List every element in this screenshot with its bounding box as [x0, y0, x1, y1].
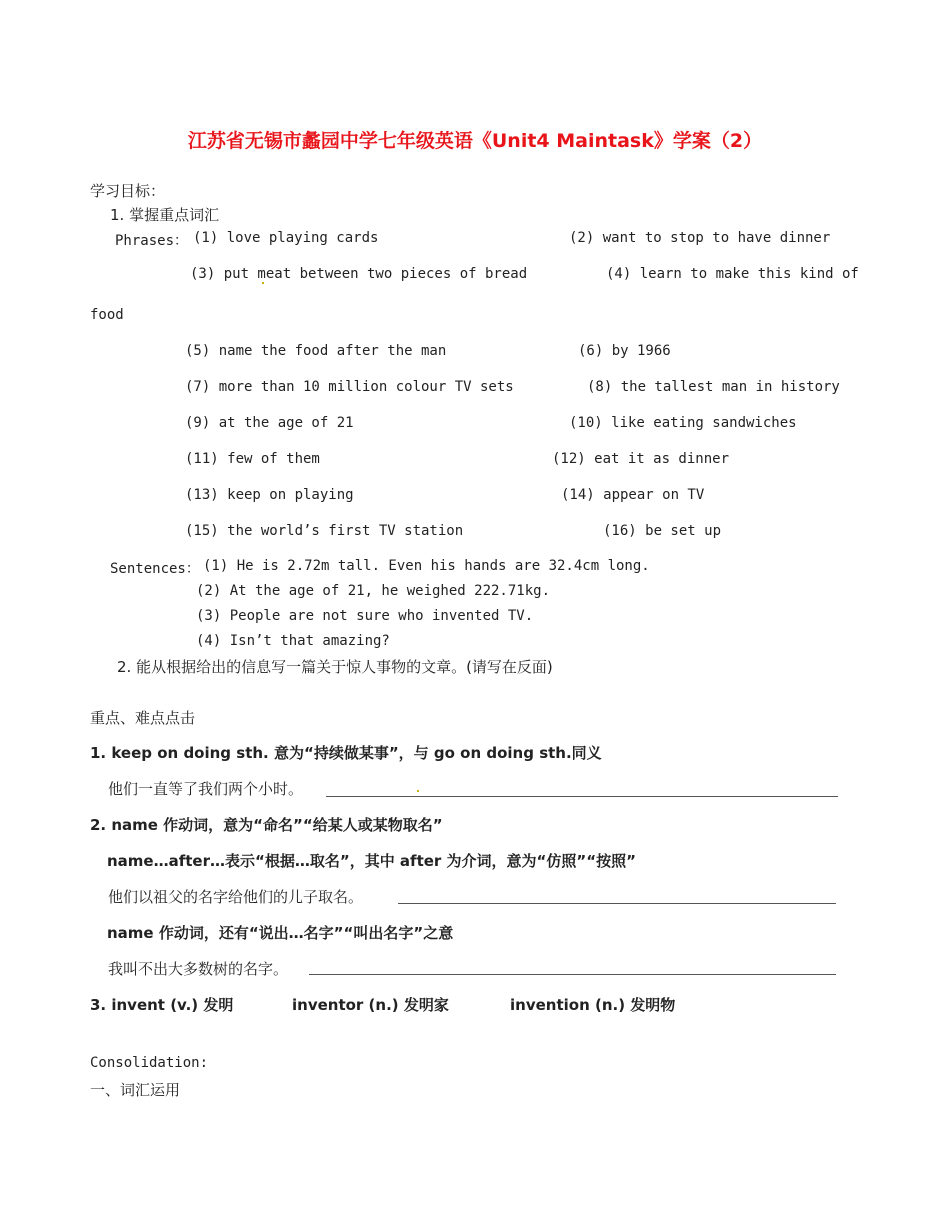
key-points-heading: 重点、难点点击 — [90, 709, 196, 727]
phrase-item: (6) by 1966 — [578, 343, 671, 359]
key-point-3-invent: 3. invent (v.) 发明 — [90, 996, 234, 1014]
document-title: 江苏省无锡市蠡园中学七年级英语《Unit4 Maintask》学案（2） — [187, 130, 763, 152]
vocabulary-section-heading: 一、词汇运用 — [90, 1081, 181, 1099]
exercise-3-answer-line[interactable] — [309, 974, 836, 975]
phrase-item: (1) love playing cards — [193, 230, 379, 246]
phrase-item: (3) put meat between two pieces of bread — [190, 266, 528, 282]
phrase-item: (4) learn to make this kind of — [606, 266, 859, 282]
phrases-label: Phrases： — [115, 233, 189, 249]
goal-2: 2. 能从根据给出的信息写一篇关于惊人事物的文章。(请写在反面) — [117, 658, 553, 676]
key-point-3-invention: invention (n.) 发明物 — [510, 996, 676, 1014]
phrase-item: (9) at the age of 21 — [185, 415, 354, 431]
sentence-item: (2) At the age of 21, he weighed 222.71kg. — [196, 583, 551, 599]
sentence-item: (4) Isn’t that amazing? — [196, 633, 390, 649]
goal-1: 1. 掌握重点词汇 — [110, 206, 220, 224]
key-point-2-note-2: name 作动词，还有“说出…名字”“叫出名字”之意 — [107, 924, 454, 942]
exercise-3-prompt: 我叫不出大多数树的名字。 — [108, 960, 289, 978]
stray-mark — [262, 282, 264, 284]
phrase-item: (15) the world’s first TV station — [185, 523, 464, 539]
key-point-2-note: name…after…表示“根据…取名”，其中 after 为介词，意为“仿照”“按照” — [107, 852, 636, 870]
key-point-3-inventor: inventor (n.) 发明家 — [292, 996, 449, 1014]
exercise-1-answer-line[interactable] — [326, 796, 838, 797]
key-point-2: 2. name 作动词，意为“命名”“给某人或某物取名” — [90, 816, 443, 834]
sentence-item: (1) He is 2.72m tall. Even his hands are 32.4cm long. — [203, 558, 650, 574]
exercise-2-prompt: 他们以祖父的名字给他们的儿子取名。 — [108, 888, 364, 906]
phrase-item: (10) like eating sandwiches — [569, 415, 797, 431]
phrase-item: (14) appear on TV — [561, 487, 705, 503]
exercise-1-prompt: 他们一直等了我们两个小时。 — [108, 780, 304, 798]
phrase-item: (8) the tallest man in history — [587, 379, 840, 395]
phrase-item: (5) name the food after the man — [185, 343, 447, 359]
phrase-item: (16) be set up — [603, 523, 722, 539]
phrase-item: (2) want to stop to have dinner — [569, 230, 831, 246]
objectives-heading: 学习目标： — [90, 182, 166, 200]
phrase-item: (13) keep on playing — [185, 487, 354, 503]
phrase-item: (11) few of them — [185, 451, 320, 467]
phrase-item: (7) more than 10 million colour TV sets — [185, 379, 514, 395]
key-point-1: 1. keep on doing sth. 意为“持续做某事”，与 go on doing sth.同义 — [90, 744, 602, 762]
sentence-item: (3) People are not sure who invented TV. — [196, 608, 534, 624]
stray-mark — [417, 790, 419, 792]
phrase-item: food — [90, 307, 124, 323]
phrase-item: (12) eat it as dinner — [552, 451, 730, 467]
sentences-label: Sentences： — [110, 561, 200, 577]
exercise-2-answer-line[interactable] — [398, 903, 836, 904]
consolidation-heading: Consolidation: — [90, 1055, 209, 1071]
